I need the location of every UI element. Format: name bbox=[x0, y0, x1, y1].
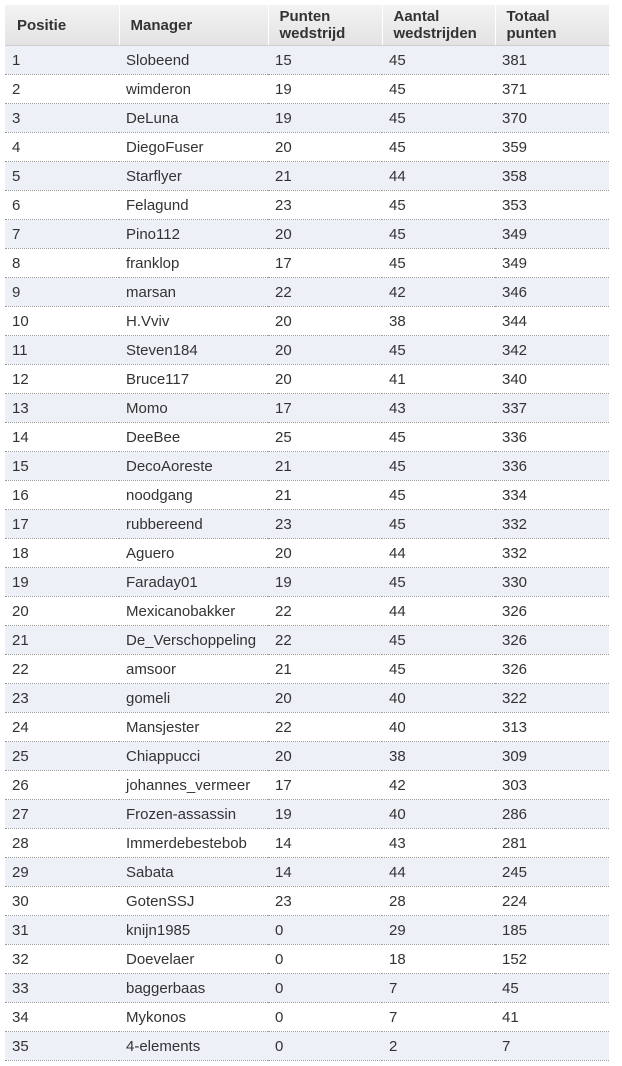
cell-manager: Immerdebestebob bbox=[119, 829, 268, 858]
cell-totaal-punten: 152 bbox=[495, 945, 609, 974]
cell-totaal-punten: 309 bbox=[495, 742, 609, 771]
table-row bbox=[5, 249, 609, 278]
cell-punten-wedstrijd: 22 bbox=[268, 626, 382, 655]
table-row bbox=[5, 394, 609, 423]
cell-aantal-wedstrijden: 44 bbox=[382, 858, 495, 887]
cell-totaal-punten: 346 bbox=[495, 278, 609, 307]
cell-punten-wedstrijd: 17 bbox=[268, 249, 382, 278]
cell-punten-wedstrijd: 21 bbox=[268, 162, 382, 191]
cell-aantal-wedstrijden: 38 bbox=[382, 307, 495, 336]
cell-punten-wedstrijd: 20 bbox=[268, 307, 382, 336]
standings-body bbox=[5, 46, 609, 1061]
header-line1: Positie bbox=[17, 16, 67, 34]
cell-manager: Aguero bbox=[119, 539, 268, 568]
cell-manager: Mexicanobakker bbox=[119, 597, 268, 626]
cell-totaal-punten: 359 bbox=[495, 133, 609, 162]
cell-totaal-punten: 334 bbox=[495, 481, 609, 510]
cell-punten-wedstrijd: 21 bbox=[268, 452, 382, 481]
cell-aantal-wedstrijden: 45 bbox=[382, 191, 495, 220]
table-row bbox=[5, 800, 609, 829]
cell-aantal-wedstrijden: 43 bbox=[382, 829, 495, 858]
cell-positie: 16 bbox=[5, 481, 119, 510]
table-row bbox=[5, 568, 609, 597]
cell-totaal-punten: 281 bbox=[495, 829, 609, 858]
cell-aantal-wedstrijden: 40 bbox=[382, 713, 495, 742]
cell-manager: Chiappucci bbox=[119, 742, 268, 771]
table-row bbox=[5, 1003, 609, 1032]
table-row bbox=[5, 916, 609, 945]
header-line1: Punten bbox=[279, 8, 331, 25]
cell-punten-wedstrijd: 23 bbox=[268, 887, 382, 916]
cell-totaal-punten: 326 bbox=[495, 655, 609, 684]
cell-punten-wedstrijd: 22 bbox=[268, 713, 382, 742]
cell-positie: 32 bbox=[5, 945, 119, 974]
cell-aantal-wedstrijden: 41 bbox=[382, 365, 495, 394]
cell-totaal-punten: 330 bbox=[495, 568, 609, 597]
cell-positie: 19 bbox=[5, 568, 119, 597]
cell-punten-wedstrijd: 20 bbox=[268, 684, 382, 713]
cell-punten-wedstrijd: 25 bbox=[268, 423, 382, 452]
cell-punten-wedstrijd: 17 bbox=[268, 394, 382, 423]
cell-positie: 20 bbox=[5, 597, 119, 626]
column-header-aantal-wedstrijden[interactable] bbox=[382, 5, 495, 46]
cell-positie: 28 bbox=[5, 829, 119, 858]
cell-manager: GotenSSJ bbox=[119, 887, 268, 916]
cell-totaal-punten: 332 bbox=[495, 539, 609, 568]
cell-totaal-punten: 326 bbox=[495, 597, 609, 626]
cell-manager: Doevelaer bbox=[119, 945, 268, 974]
standings-container bbox=[5, 5, 609, 1061]
cell-positie: 34 bbox=[5, 1003, 119, 1032]
cell-totaal-punten: 313 bbox=[495, 713, 609, 742]
cell-manager: Momo bbox=[119, 394, 268, 423]
cell-aantal-wedstrijden: 40 bbox=[382, 800, 495, 829]
cell-aantal-wedstrijden: 45 bbox=[382, 452, 495, 481]
cell-aantal-wedstrijden: 7 bbox=[382, 974, 495, 1003]
cell-aantal-wedstrijden: 45 bbox=[382, 568, 495, 597]
cell-aantal-wedstrijden: 2 bbox=[382, 1032, 495, 1061]
cell-aantal-wedstrijden: 45 bbox=[382, 481, 495, 510]
cell-aantal-wedstrijden: 45 bbox=[382, 220, 495, 249]
table-row bbox=[5, 220, 609, 249]
cell-punten-wedstrijd: 20 bbox=[268, 365, 382, 394]
cell-positie: 9 bbox=[5, 278, 119, 307]
cell-totaal-punten: 303 bbox=[495, 771, 609, 800]
cell-totaal-punten: 245 bbox=[495, 858, 609, 887]
cell-manager: baggerbaas bbox=[119, 974, 268, 1003]
cell-punten-wedstrijd: 17 bbox=[268, 771, 382, 800]
cell-positie: 2 bbox=[5, 75, 119, 104]
cell-aantal-wedstrijden: 44 bbox=[382, 539, 495, 568]
cell-manager: rubbereend bbox=[119, 510, 268, 539]
cell-positie: 25 bbox=[5, 742, 119, 771]
cell-punten-wedstrijd: 14 bbox=[268, 858, 382, 887]
cell-positie: 29 bbox=[5, 858, 119, 887]
cell-manager: DeLuna bbox=[119, 104, 268, 133]
cell-punten-wedstrijd: 0 bbox=[268, 974, 382, 1003]
cell-positie: 8 bbox=[5, 249, 119, 278]
cell-totaal-punten: 337 bbox=[495, 394, 609, 423]
cell-positie: 7 bbox=[5, 220, 119, 249]
cell-punten-wedstrijd: 14 bbox=[268, 829, 382, 858]
cell-manager: Bruce117 bbox=[119, 365, 268, 394]
table-row bbox=[5, 423, 609, 452]
cell-positie: 15 bbox=[5, 452, 119, 481]
cell-aantal-wedstrijden: 44 bbox=[382, 597, 495, 626]
table-row bbox=[5, 742, 609, 771]
table-row bbox=[5, 336, 609, 365]
cell-aantal-wedstrijden: 45 bbox=[382, 626, 495, 655]
header-line2: wedstrijd bbox=[279, 25, 346, 42]
cell-manager: 4-elements bbox=[119, 1032, 268, 1061]
cell-totaal-punten: 349 bbox=[495, 220, 609, 249]
cell-punten-wedstrijd: 0 bbox=[268, 945, 382, 974]
cell-punten-wedstrijd: 20 bbox=[268, 742, 382, 771]
column-header-punten-wedstrijd[interactable] bbox=[268, 5, 382, 46]
cell-manager: amsoor bbox=[119, 655, 268, 684]
cell-manager: Pino112 bbox=[119, 220, 268, 249]
table-row bbox=[5, 46, 609, 75]
cell-manager: DecoAoreste bbox=[119, 452, 268, 481]
column-header-totaal-punten[interactable] bbox=[495, 5, 609, 46]
table-row bbox=[5, 1032, 609, 1061]
cell-positie: 3 bbox=[5, 104, 119, 133]
cell-totaal-punten: 371 bbox=[495, 75, 609, 104]
cell-positie: 1 bbox=[5, 46, 119, 75]
cell-manager: Frozen-assassin bbox=[119, 800, 268, 829]
header-line1: Manager bbox=[130, 16, 193, 34]
table-row bbox=[5, 162, 609, 191]
table-row bbox=[5, 887, 609, 916]
cell-punten-wedstrijd: 20 bbox=[268, 133, 382, 162]
table-row bbox=[5, 655, 609, 684]
cell-manager: DeeBee bbox=[119, 423, 268, 452]
table-row bbox=[5, 974, 609, 1003]
cell-totaal-punten: 358 bbox=[495, 162, 609, 191]
table-row bbox=[5, 133, 609, 162]
cell-positie: 23 bbox=[5, 684, 119, 713]
cell-manager: Faraday01 bbox=[119, 568, 268, 597]
header-line1: Totaal bbox=[506, 8, 550, 25]
cell-manager: Sabata bbox=[119, 858, 268, 887]
table-row bbox=[5, 945, 609, 974]
cell-aantal-wedstrijden: 40 bbox=[382, 684, 495, 713]
cell-totaal-punten: 370 bbox=[495, 104, 609, 133]
cell-positie: 31 bbox=[5, 916, 119, 945]
table-row bbox=[5, 191, 609, 220]
column-header-positie[interactable] bbox=[5, 5, 119, 46]
cell-totaal-punten: 41 bbox=[495, 1003, 609, 1032]
cell-totaal-punten: 224 bbox=[495, 887, 609, 916]
cell-aantal-wedstrijden: 45 bbox=[382, 104, 495, 133]
cell-positie: 4 bbox=[5, 133, 119, 162]
cell-manager: Mykonos bbox=[119, 1003, 268, 1032]
cell-totaal-punten: 336 bbox=[495, 423, 609, 452]
cell-punten-wedstrijd: 20 bbox=[268, 220, 382, 249]
cell-aantal-wedstrijden: 45 bbox=[382, 655, 495, 684]
cell-punten-wedstrijd: 19 bbox=[268, 75, 382, 104]
cell-totaal-punten: 185 bbox=[495, 916, 609, 945]
column-header-manager[interactable] bbox=[119, 5, 268, 46]
cell-totaal-punten: 349 bbox=[495, 249, 609, 278]
header-line1: Aantal bbox=[393, 8, 440, 25]
cell-manager: noodgang bbox=[119, 481, 268, 510]
table-row bbox=[5, 684, 609, 713]
cell-punten-wedstrijd: 0 bbox=[268, 1003, 382, 1032]
header-line2: punten bbox=[506, 25, 557, 42]
cell-manager: gomeli bbox=[119, 684, 268, 713]
cell-manager: Starflyer bbox=[119, 162, 268, 191]
cell-manager: franklop bbox=[119, 249, 268, 278]
cell-positie: 17 bbox=[5, 510, 119, 539]
cell-manager: marsan bbox=[119, 278, 268, 307]
cell-punten-wedstrijd: 21 bbox=[268, 655, 382, 684]
cell-punten-wedstrijd: 15 bbox=[268, 46, 382, 75]
cell-manager: Mansjester bbox=[119, 713, 268, 742]
cell-punten-wedstrijd: 23 bbox=[268, 510, 382, 539]
cell-totaal-punten: 7 bbox=[495, 1032, 609, 1061]
table-row bbox=[5, 307, 609, 336]
header-row bbox=[5, 5, 609, 46]
cell-manager: De_Verschoppeling bbox=[119, 626, 268, 655]
cell-aantal-wedstrijden: 43 bbox=[382, 394, 495, 423]
cell-punten-wedstrijd: 21 bbox=[268, 481, 382, 510]
table-row bbox=[5, 597, 609, 626]
table-row bbox=[5, 626, 609, 655]
table-row bbox=[5, 452, 609, 481]
cell-manager: Slobeend bbox=[119, 46, 268, 75]
cell-positie: 12 bbox=[5, 365, 119, 394]
cell-punten-wedstrijd: 0 bbox=[268, 916, 382, 945]
cell-punten-wedstrijd: 19 bbox=[268, 568, 382, 597]
cell-totaal-punten: 286 bbox=[495, 800, 609, 829]
cell-manager: Felagund bbox=[119, 191, 268, 220]
cell-manager: knijn1985 bbox=[119, 916, 268, 945]
cell-aantal-wedstrijden: 28 bbox=[382, 887, 495, 916]
cell-totaal-punten: 381 bbox=[495, 46, 609, 75]
cell-aantal-wedstrijden: 45 bbox=[382, 75, 495, 104]
table-row bbox=[5, 771, 609, 800]
cell-aantal-wedstrijden: 42 bbox=[382, 771, 495, 800]
cell-aantal-wedstrijden: 18 bbox=[382, 945, 495, 974]
cell-positie: 21 bbox=[5, 626, 119, 655]
cell-aantal-wedstrijden: 44 bbox=[382, 162, 495, 191]
cell-totaal-punten: 45 bbox=[495, 974, 609, 1003]
cell-punten-wedstrijd: 22 bbox=[268, 597, 382, 626]
cell-totaal-punten: 326 bbox=[495, 626, 609, 655]
cell-positie: 14 bbox=[5, 423, 119, 452]
table-row bbox=[5, 481, 609, 510]
cell-manager: H.Vviv bbox=[119, 307, 268, 336]
cell-positie: 35 bbox=[5, 1032, 119, 1061]
cell-punten-wedstrijd: 0 bbox=[268, 1032, 382, 1061]
cell-positie: 30 bbox=[5, 887, 119, 916]
table-row bbox=[5, 104, 609, 133]
cell-totaal-punten: 322 bbox=[495, 684, 609, 713]
cell-positie: 13 bbox=[5, 394, 119, 423]
cell-positie: 27 bbox=[5, 800, 119, 829]
cell-aantal-wedstrijden: 42 bbox=[382, 278, 495, 307]
cell-manager: DiegoFuser bbox=[119, 133, 268, 162]
cell-positie: 11 bbox=[5, 336, 119, 365]
cell-punten-wedstrijd: 19 bbox=[268, 104, 382, 133]
cell-aantal-wedstrijden: 45 bbox=[382, 423, 495, 452]
cell-positie: 6 bbox=[5, 191, 119, 220]
cell-aantal-wedstrijden: 45 bbox=[382, 510, 495, 539]
table-row bbox=[5, 713, 609, 742]
table-row bbox=[5, 539, 609, 568]
cell-punten-wedstrijd: 20 bbox=[268, 539, 382, 568]
cell-positie: 18 bbox=[5, 539, 119, 568]
cell-manager: johannes_vermeer bbox=[119, 771, 268, 800]
table-row bbox=[5, 278, 609, 307]
cell-aantal-wedstrijden: 7 bbox=[382, 1003, 495, 1032]
standings-table bbox=[5, 5, 610, 1061]
cell-manager: wimderon bbox=[119, 75, 268, 104]
cell-positie: 33 bbox=[5, 974, 119, 1003]
cell-aantal-wedstrijden: 45 bbox=[382, 46, 495, 75]
cell-totaal-punten: 342 bbox=[495, 336, 609, 365]
cell-positie: 22 bbox=[5, 655, 119, 684]
table-row bbox=[5, 829, 609, 858]
cell-totaal-punten: 332 bbox=[495, 510, 609, 539]
cell-aantal-wedstrijden: 45 bbox=[382, 133, 495, 162]
cell-aantal-wedstrijden: 38 bbox=[382, 742, 495, 771]
table-row bbox=[5, 858, 609, 887]
cell-positie: 24 bbox=[5, 713, 119, 742]
cell-punten-wedstrijd: 19 bbox=[268, 800, 382, 829]
cell-aantal-wedstrijden: 45 bbox=[382, 336, 495, 365]
cell-totaal-punten: 336 bbox=[495, 452, 609, 481]
cell-punten-wedstrijd: 23 bbox=[268, 191, 382, 220]
table-row bbox=[5, 510, 609, 539]
cell-aantal-wedstrijden: 45 bbox=[382, 249, 495, 278]
cell-positie: 10 bbox=[5, 307, 119, 336]
cell-positie: 26 bbox=[5, 771, 119, 800]
cell-punten-wedstrijd: 22 bbox=[268, 278, 382, 307]
cell-totaal-punten: 340 bbox=[495, 365, 609, 394]
cell-manager: Steven184 bbox=[119, 336, 268, 365]
table-row bbox=[5, 75, 609, 104]
cell-punten-wedstrijd: 20 bbox=[268, 336, 382, 365]
cell-totaal-punten: 344 bbox=[495, 307, 609, 336]
table-row bbox=[5, 365, 609, 394]
header-line2: wedstrijden bbox=[393, 25, 477, 42]
cell-totaal-punten: 353 bbox=[495, 191, 609, 220]
cell-positie: 5 bbox=[5, 162, 119, 191]
cell-aantal-wedstrijden: 29 bbox=[382, 916, 495, 945]
